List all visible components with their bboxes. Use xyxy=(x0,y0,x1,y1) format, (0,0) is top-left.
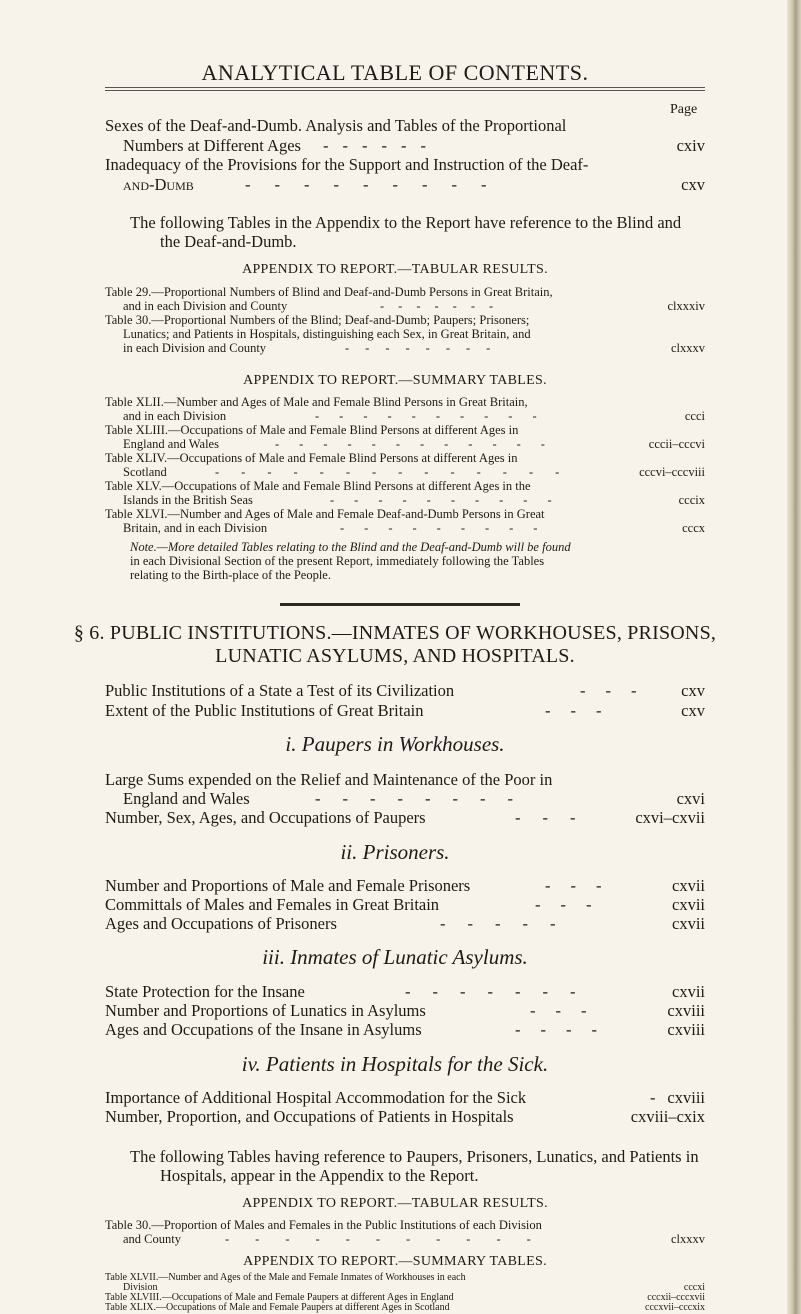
leader-dots: --- xyxy=(535,895,612,914)
intro-line: the Deaf-and-Dumb. xyxy=(160,232,297,251)
table-page-number: clxxxv xyxy=(670,341,705,355)
table-page-number: cccvi–cccviii xyxy=(639,465,705,479)
table-page-number: cccix xyxy=(678,493,705,507)
toc-entry-text: Extent of the Public Institutions of Great Britain xyxy=(105,701,424,720)
leader-dots: ------- xyxy=(405,982,598,1001)
toc-entry-text: and-Dumb xyxy=(123,175,194,194)
table-page-number: cccx xyxy=(682,521,705,535)
table-entry-text: and in each Division and County xyxy=(123,299,288,313)
subsection-title: ii. Prisoners. xyxy=(340,840,450,864)
leader-dots: ----------- xyxy=(225,1232,557,1246)
note-text: Note.—More detailed Tables relating to the Blind and the Deaf-and-Dumb will be found xyxy=(130,540,571,554)
table-entry-text: Islands in the British Seas xyxy=(123,493,253,507)
table-entry-text: Table XLIV.—Occupations of Male and Female Blind Persons at different Ages in xyxy=(105,451,518,465)
toc-page-number: cxvii xyxy=(672,876,705,895)
leader-dots: ---- xyxy=(515,1020,617,1039)
toc-page-number: cxvii xyxy=(672,914,705,933)
toc-entry-text: Number, Sex, Ages, and Occupations of Paupers xyxy=(105,808,426,827)
section-title: LUNATIC ASYLUMS, AND HOSPITALS. xyxy=(215,645,575,667)
leader-dots: ------- xyxy=(380,299,508,313)
table-page-number: cccii–cccvi xyxy=(648,437,705,451)
intro-line: The following Tables having reference to Paupers, Prisoners, Lunatics, and Patients in xyxy=(130,1147,699,1166)
leader-dots: -------------- xyxy=(215,465,582,479)
table-entry-text: Table XLVII.—Number and Ages of the Male and Female Inmates of Workhouses in each xyxy=(105,1272,466,1283)
table-entry-text: England and Wales xyxy=(123,437,219,451)
leader-dots: -------- xyxy=(345,341,507,355)
table-page-number: cccxvii–cccxix xyxy=(645,1302,705,1313)
table-entry-text: and in each Division xyxy=(123,409,227,423)
subsection-title: iii. Inmates of Lunatic Asylums. xyxy=(262,945,528,969)
table-entry-text: Table XLII.—Number and Ages of Male and Female Blind Persons in Great Britain, xyxy=(105,395,528,409)
leader-dots: --- xyxy=(530,1001,607,1020)
leader-dots: --- xyxy=(545,876,622,895)
running-head: ANALYTICAL TABLE OF CONTENTS. xyxy=(201,60,589,85)
table-entry-text: Table XLIX.—Occupations of Male and Female Paupers at different Ages in Scotland xyxy=(105,1302,450,1313)
leader-dots: ----- xyxy=(440,914,578,933)
table-page-number: clxxxiv xyxy=(667,299,705,313)
leader-dots: --------- xyxy=(245,175,511,194)
table-entry-text: in each Division and County xyxy=(123,341,267,355)
table-entry-text: Table XLVI.—Number and Ages of Male and Female Deaf-and-Dumb Persons in Great xyxy=(105,507,545,521)
toc-page-number: cxv xyxy=(681,175,705,194)
leader-dots: --- xyxy=(545,701,622,720)
intro-line: Hospitals, appear in the Appendix to the Report. xyxy=(160,1166,479,1185)
toc-page-number: cxvi–cxvii xyxy=(635,808,705,827)
table-page-number: cccxi xyxy=(683,1282,705,1293)
toc-page-number: cxvii xyxy=(672,982,705,1001)
toc-entry-text: Number, Proportion, and Occupations of Patients in Hospitals xyxy=(105,1107,514,1126)
leader-dots: ---------- xyxy=(315,409,557,423)
toc-entry-text: Number and Proportions of Male and Female Prisoners xyxy=(105,876,471,895)
table-entry-text: Table XLV.—Occupations of Male and Female Blind Persons at different Ages in the xyxy=(105,479,531,493)
toc-entry-text: Large Sums expended on the Relief and Maintenance of the Poor in xyxy=(105,770,553,789)
toc-entry-text: Ages and Occupations of the Insane in Asylums xyxy=(105,1020,422,1039)
toc-entry-text: England and Wales xyxy=(123,789,250,808)
head-rule-2 xyxy=(105,90,705,91)
table-entry-text: Table 30.—Proportional Numbers of the Blind; Deaf-and-Dumb; Paupers; Prisoners; xyxy=(105,313,530,327)
appendix-heading: APPENDIX TO REPORT.—SUMMARY TABLES. xyxy=(243,373,547,388)
section-title: § 6. PUBLIC INSTITUTIONS.—INMATES OF WORKHOUSES, PRISONS, xyxy=(73,622,717,644)
toc-page-number: cxviii xyxy=(667,1088,705,1107)
intro-line: The following Tables in the Appendix to the Report have reference to the Blind and xyxy=(130,213,682,232)
table-page-number: clxxxv xyxy=(670,1232,705,1246)
leader-dots: --------- xyxy=(340,521,558,535)
leader-dots: ---------- xyxy=(330,493,572,507)
page-column-label: Page xyxy=(670,102,698,117)
table-entry-text: Table 29.—Proportional Numbers of Blind and Deaf-and-Dumb Persons in Great Britain, xyxy=(105,285,553,299)
subsection-title: iv. Patients in Hospitals for the Sick. xyxy=(241,1052,549,1076)
table-entry-text: Table XLVIII.—Occupations of Male and Female Paupers at different Ages in England xyxy=(105,1292,454,1303)
toc-entry-text: Public Institutions of a State a Test of its Civilization xyxy=(105,681,455,700)
leader-dots: - xyxy=(650,1088,656,1107)
toc-entry-text: Inadequacy of the Provisions for the Support and Instruction of the Deaf- xyxy=(105,155,589,174)
toc-entry-text: Sexes of the Deaf-and-Dumb. Analysis and Tables of the Proportional xyxy=(105,116,567,135)
toc-page-number: cxviii–cxix xyxy=(630,1107,705,1126)
toc-page-number: cxv xyxy=(681,681,705,700)
section-divider xyxy=(280,603,520,606)
table-page-number: ccci xyxy=(684,409,705,423)
table-entry-text: Lunatics; and Patients in Hospitals, distinguishing each Sex, in Great Britain, and xyxy=(123,327,531,341)
appendix-heading: APPENDIX TO REPORT.—SUMMARY TABLES. xyxy=(243,1254,547,1269)
appendix-heading: APPENDIX TO REPORT.—TABULAR RESULTS. xyxy=(242,1196,548,1211)
toc-entry-text: Importance of Additional Hospital Accommodation for the Sick xyxy=(105,1088,527,1107)
subsection-title: i. Paupers in Workhouses. xyxy=(285,732,505,756)
toc-page-number: cxv xyxy=(681,701,705,720)
table-entry-text: Table 30.—Proportion of Males and Females in the Public Institutions of each Division xyxy=(105,1218,542,1232)
table-entry-text: and County xyxy=(123,1232,181,1246)
toc-page-number: cxviii xyxy=(667,1001,705,1020)
leader-dots: ------------ xyxy=(275,437,565,451)
toc-entry-text: Number and Proportions of Lunatics in Asylums xyxy=(105,1001,426,1020)
toc-page-number: cxvii xyxy=(672,895,705,914)
head-rule xyxy=(105,87,705,88)
note-text: in each Divisional Section of the present Report, immediately following the Tables xyxy=(130,554,545,568)
table-page-number: cccxii–cccxvii xyxy=(647,1292,705,1303)
leader-dots: --- xyxy=(515,808,598,827)
toc-page-number: cxviii xyxy=(667,1020,705,1039)
table-entry-text: Britain, and in each Division xyxy=(123,521,268,535)
table-entry-text: Scotland xyxy=(123,465,167,479)
leader-dots: ------ xyxy=(323,136,440,155)
leader-dots: --- xyxy=(580,681,657,700)
toc-page-number: cxvi xyxy=(676,789,705,808)
toc-entry-text: Committals of Males and Females in Great Britain xyxy=(105,895,440,914)
toc-entry-text: Numbers at Different Ages xyxy=(123,136,301,155)
note-text: relating to the Birth-place of the People. xyxy=(130,568,331,582)
leader-dots: -------- xyxy=(315,789,535,808)
appendix-heading: APPENDIX TO REPORT.—TABULAR RESULTS. xyxy=(242,262,548,277)
toc-page-number: cxiv xyxy=(676,136,705,155)
table-entry-text: Division xyxy=(123,1282,158,1293)
table-entry-text: Table XLIII.—Occupations of Male and Female Blind Persons at different Ages in xyxy=(105,423,519,437)
toc-entry-text: State Protection for the Insane xyxy=(105,982,305,1001)
toc-entry-text: Ages and Occupations of Prisoners xyxy=(105,914,337,933)
